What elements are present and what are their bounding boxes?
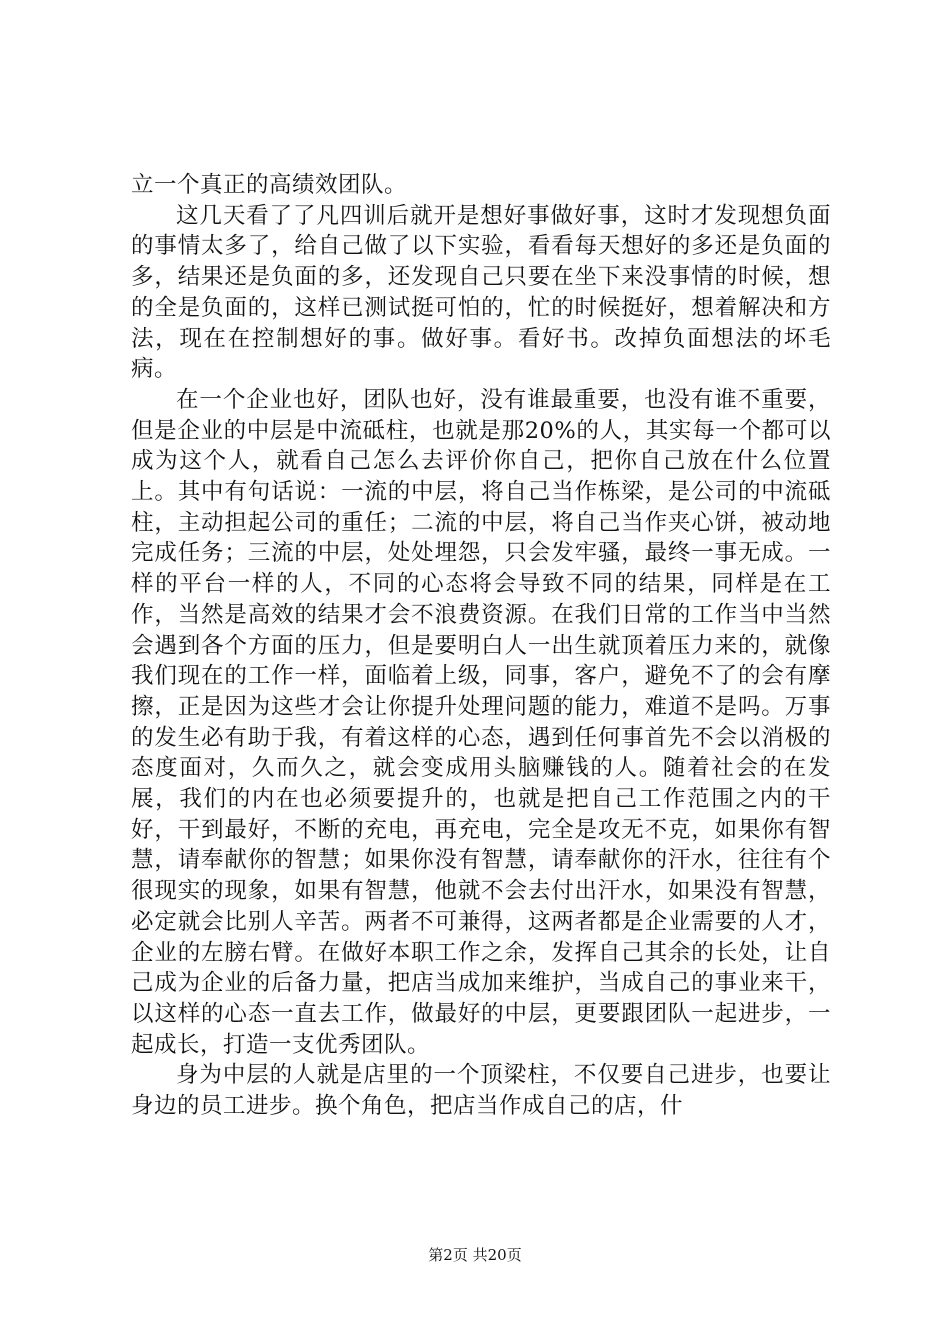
paragraph-continuation: 立一个真正的高绩效团队。	[131, 172, 408, 198]
paragraph-middle-management: 在一个企业也好，团队也好，没有谁最重要，也没有谁不重要，但是企业的中层是中流砥柱，也就是那20%的人，其实每一个都可以成为这个人，就看自己怎么去评价你自己，把你自己放在什么位置上。其中有句话说：一流的中层，将自己当作栋梁，是公司的中流砥柱，主动担起公司的重任；二流的中层，将自己当作夹心饼，被动地完成任务；三流的中层，处处埋怨，只会发牢骚，最终一事无成。一样的平台一样的人，不同的心态将会导致不同的结果，同样是在工作，当然是高效的结果才会不浪费资源。在我们日常的工作当中当然会遇到各个方面的压力，但是要明白人一出生就顶着压力来的，就像我们现在的工作一样，面临着上级，同事，客户，避免不了的会有摩擦，正是因为这些才会让你提升处理问题的能力，难道不是吗。万事的发生必有助于我，有着这样的心态，遇到任何事首先不会以消极的态度面对，久而久之，就会变成用头脑赚钱的人。随着社会的在发展，我们的内在也必须要提升的，也就是把自己工作范围之内的干好，干到最好，不断的充电，再充电，完全是攻无不克，如果你有智慧，请奉献你的智慧；如果你没有智慧，请奉献你的汗水，往往有个很现实的现象，如果有智慧，他就不会去付出汗水，如果没有智慧，必定就会比别人辛苦。两者不可兼得，这两者都是企业需要的人才，企业的左膀右臂。在做好本职工作之余，发挥自己其余的长处，让自己成为企业的后备力量，把店当成加来维护，当成自己的事业来干，以这样的心态一直去工作，做最好的中层，更要跟团队一起进步，一起成长，打造一支优秀团队。	[131, 386, 831, 1058]
page-footer: 第2页 共20页	[428, 1246, 522, 1264]
document-body	[131, 170, 831, 1122]
paragraph-pillar: 身为中层的人就是店里的一个顶梁柱，不仅要自己进步，也要让身边的员工进步。换个角色，把店当作成自己的店，什	[131, 1062, 831, 1120]
paragraph-reflection: 这几天看了了凡四训后就开是想好事做好事，这时才发现想负面的事情太多了，给自己做了以下实验，看看每天想好的多还是负面的多，结果还是负面的多，还发现自己只要在坐下来没事情的时候，想的全是负面的，这样已测试挺可怕的，忙的时候挺好，想着解决和方法，现在在控制想好的事。做好事。看好书。改掉负面想法的坏毛病。	[131, 202, 831, 383]
